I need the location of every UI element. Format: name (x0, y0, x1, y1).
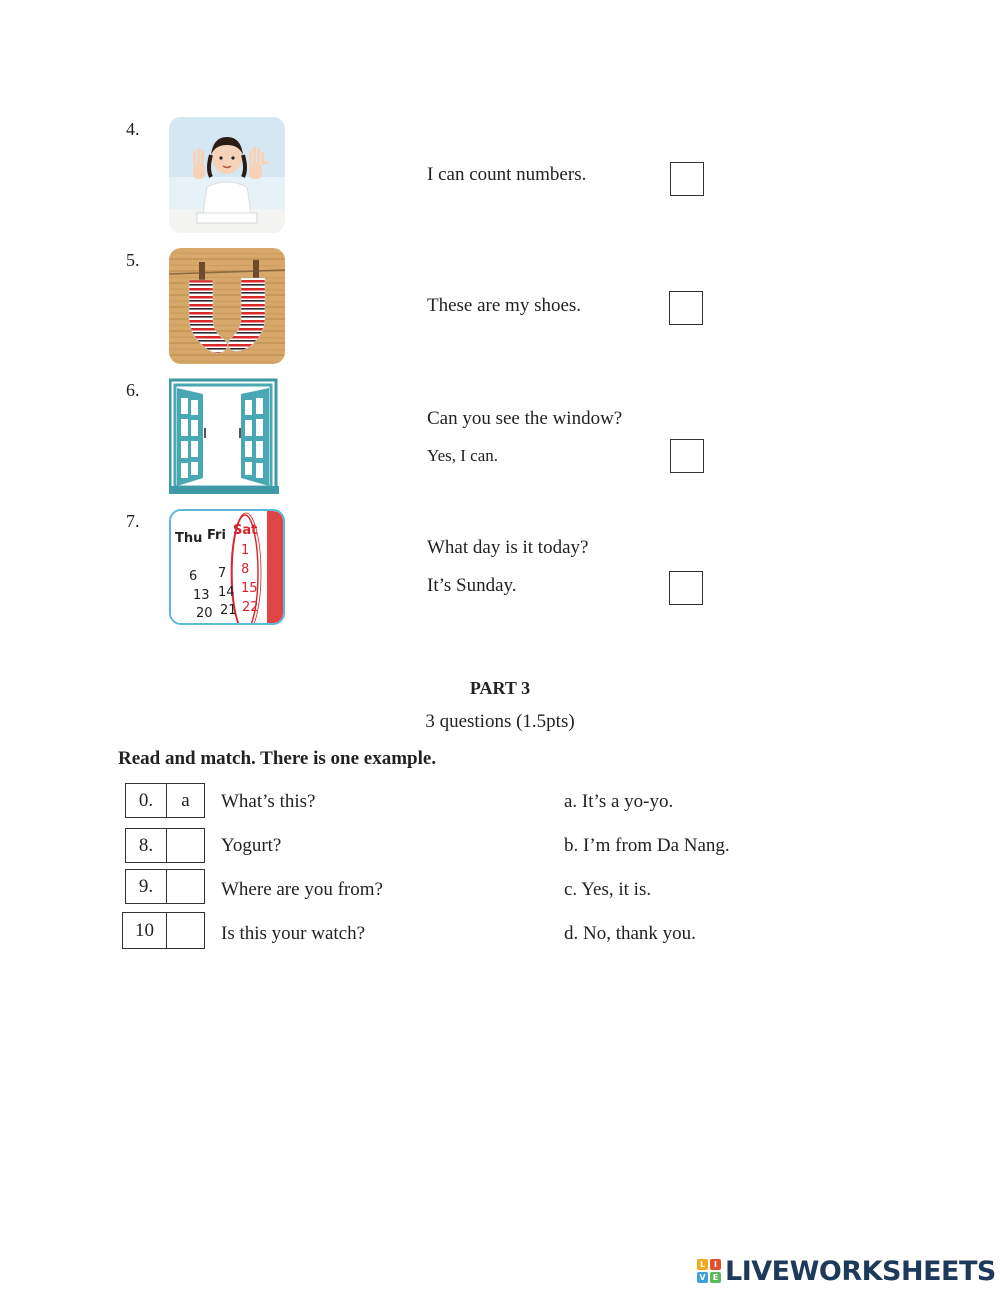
item-question: What day is it today? (427, 537, 589, 558)
logo-tiles-icon: L I V E (697, 1259, 721, 1283)
match-option: d. No, thank you. (564, 923, 696, 944)
instruction: Read and match. There is one example. (118, 748, 437, 769)
match-answer-input[interactable] (166, 828, 205, 863)
item-statement: Yes, I can. (427, 446, 498, 465)
item-number: 4. (126, 119, 140, 139)
match-question: Where are you from? (221, 879, 383, 900)
match-option: b. I’m from Da Nang. (564, 835, 730, 856)
answer-checkbox[interactable] (669, 571, 703, 605)
calendar-day: 15 (241, 581, 258, 596)
match-answer-input[interactable] (166, 869, 205, 904)
match-answer-input[interactable] (166, 912, 205, 949)
item-question: Can you see the window? (427, 408, 623, 429)
match-option: c. Yes, it is. (564, 879, 652, 900)
striped-socks-photo (169, 248, 285, 364)
open-window-illustration (169, 378, 285, 494)
match-number-box: 9. (125, 869, 167, 904)
item-number: 5. (126, 250, 140, 270)
logo-text: LIVEWORKSHEETS (725, 1255, 996, 1287)
item-number: 6. (126, 380, 140, 400)
item-statement: It’s Sunday. (427, 575, 517, 596)
match-question: Is this your watch? (221, 923, 366, 944)
calendar-header-thu: Thu (175, 531, 203, 546)
match-number-box: 10 (122, 912, 167, 949)
calendar-day: 14 (218, 585, 235, 600)
liveworksheets-logo (697, 1256, 996, 1286)
calendar-day: 7 (218, 566, 227, 581)
item-statement: These are my shoes. (427, 295, 582, 316)
match-number-box: 8. (125, 828, 167, 863)
calendar-day: 20 (196, 606, 213, 621)
calendar-day: 22 (242, 600, 259, 615)
item-statement: I can count numbers. (427, 164, 587, 185)
calendar-header-fri: Fri (207, 528, 226, 543)
calendar-day: 21 (220, 603, 237, 618)
calendar-day: 13 (193, 588, 210, 603)
match-option: a. It’s a yo-yo. (564, 791, 674, 812)
calendar-day: 1 (241, 543, 250, 558)
part-subtitle: 3 questions (1.5pts) (425, 711, 575, 732)
match-question: Yogurt? (221, 835, 282, 856)
girl-counting-fingers-photo (169, 117, 285, 233)
match-answer-box: a (166, 783, 205, 818)
match-question: What’s this? (221, 791, 316, 812)
calendar-header-sat: Sat (233, 523, 258, 538)
calendar-day: 6 (189, 569, 198, 584)
part-title: PART 3 (469, 678, 531, 698)
match-number-box: 0. (125, 783, 167, 818)
answer-checkbox[interactable] (669, 291, 703, 325)
answer-checkbox[interactable] (670, 439, 704, 473)
calendar-day: 8 (241, 562, 250, 577)
calendar-photo (169, 509, 285, 625)
answer-checkbox[interactable] (670, 162, 704, 196)
item-number: 7. (126, 511, 140, 531)
